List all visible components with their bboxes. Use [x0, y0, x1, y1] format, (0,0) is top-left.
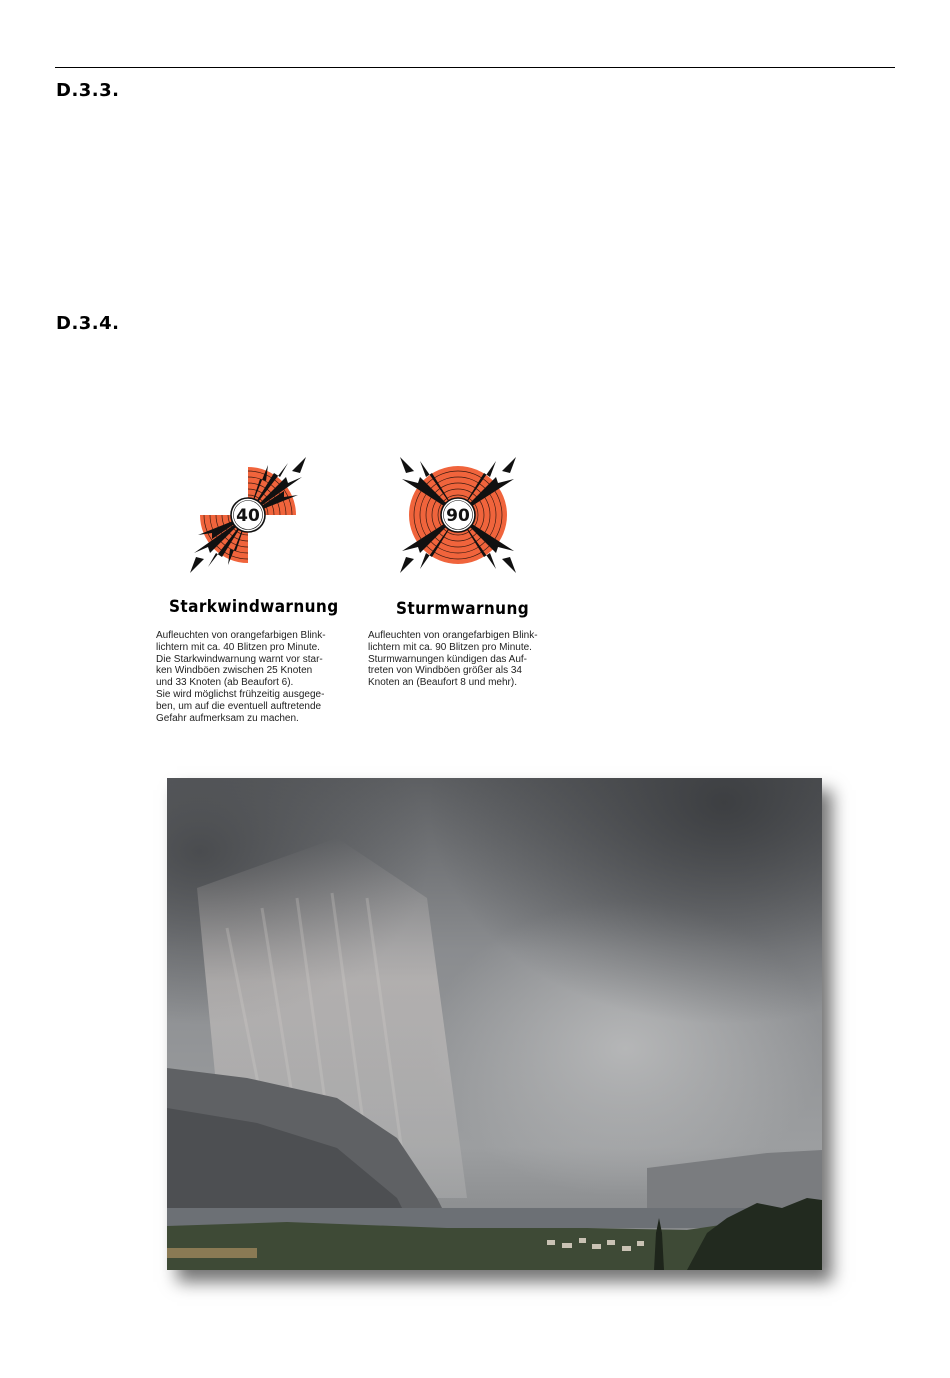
strong-wind-warning-sign: [188, 455, 310, 577]
description-line: Aufleuchten von orangefarbigen Blink-: [368, 630, 538, 641]
header-rule: [55, 67, 895, 68]
storm-photo: [167, 778, 822, 1270]
strong-wind-warning-title: Starkwindwarnung: [169, 597, 339, 617]
section-number-d34: D.3.4.: [56, 313, 120, 334]
description-line: lichtern mit ca. 40 Blitzen pro Minute.: [156, 641, 320, 653]
description-line: treten von Windböen größer als 34: [368, 665, 522, 677]
sign-speed-number: 40: [236, 506, 260, 526]
section-number-d33: D.3.3.: [56, 80, 120, 101]
storm-warning-title: Sturmwarnung: [396, 599, 530, 619]
description-line: Knoten an (Beaufort 8 und mehr).: [368, 677, 517, 689]
description-line: Die Starkwindwarnung warnt vor star-: [156, 653, 323, 665]
description-line: ken Windböen zwischen 25 Knoten: [156, 665, 313, 677]
description-line: Gefahr aufmerksam zu machen.: [156, 712, 299, 724]
description-line: ben, um auf die eventuell auftretende: [156, 700, 322, 712]
description-line: lichtern mit ca. 90 Blitzen pro Minute.: [368, 641, 532, 653]
strong-wind-warning-description: [156, 630, 342, 724]
storm-warning-sign: [398, 455, 520, 577]
description-line: Aufleuchten von orangefarbigen Blink-: [156, 630, 326, 641]
description-line: und 33 Knoten (ab Beaufort 6).: [156, 677, 294, 689]
description-line: Sie wird möglichst frühzeitig ausgege-: [156, 688, 325, 700]
description-line: Sturmwarnungen kündigen das Auf-: [368, 653, 527, 665]
sign-speed-number: 90: [446, 506, 470, 526]
storm-warning-description: [368, 630, 556, 689]
